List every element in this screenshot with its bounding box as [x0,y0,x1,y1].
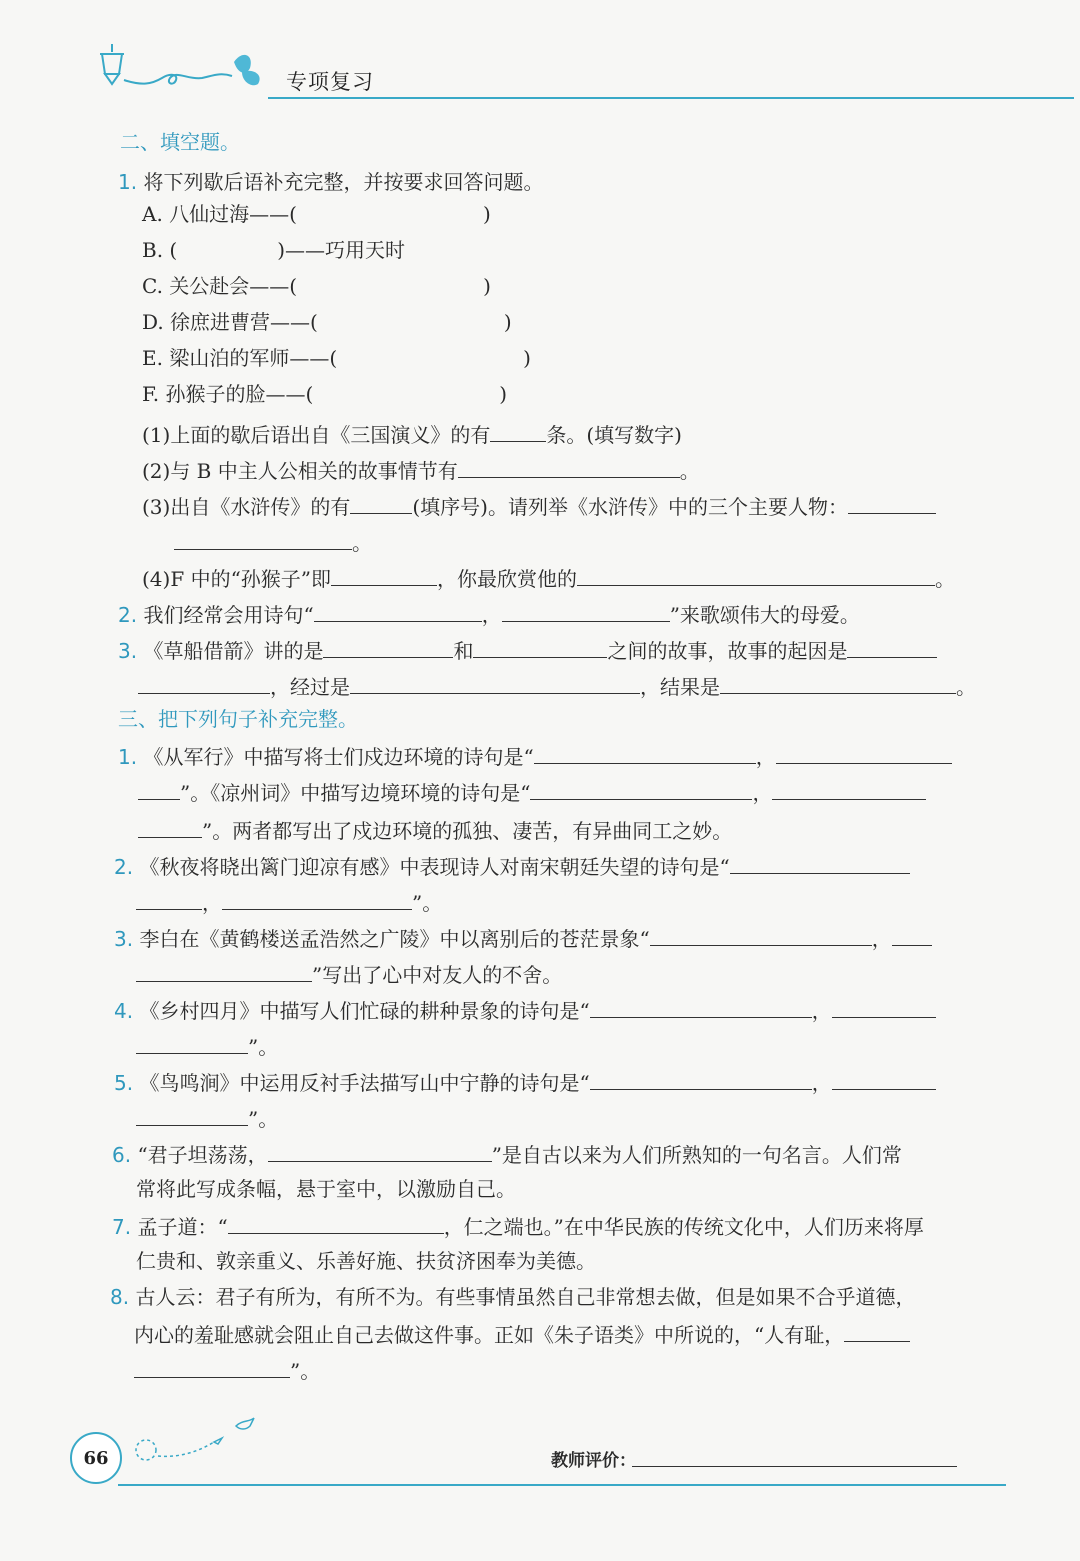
question-2-2 [118,599,860,629]
sub-question-1 [142,419,682,449]
answer-blank[interactable] [350,491,412,514]
option-d [142,308,512,336]
answer-blank[interactable] [490,419,546,442]
answer-blank[interactable] [138,777,180,800]
question-3-2 [114,851,910,881]
question-2-3-cont [138,671,976,701]
question-text: ”。两者都写出了戍边环境的孤独、凄苦，有异曲同工之妙。 [202,819,733,843]
answer-blank[interactable] [832,995,936,1018]
section-2-title: 二、填空题。 [120,130,240,154]
sub-question-text: 。 [679,459,700,483]
question-text: 孟子道：“ [137,1215,228,1239]
answer-blank[interactable] [502,599,670,622]
answer-blank[interactable] [323,635,453,658]
answer-blank[interactable] [136,887,202,910]
question-text: ， [811,1071,832,1095]
option-b-open: B. ( [142,238,178,262]
question-3-7-cont: 仁贵和、敦亲重义、乐善好施、扶贫济困奉为美德。 [136,1249,596,1273]
question-3-4 [114,995,936,1025]
close-paren: ) [499,382,508,406]
sub-question-3-cont [174,527,372,557]
question-text: ， [811,999,832,1023]
answer-blank[interactable] [590,1067,812,1090]
teacher-evaluation-label: 教师评价： [551,1451,636,1471]
question-number: 3. [118,639,138,663]
option-e-text: E. 梁山泊的军师——( [142,346,338,370]
answer-blank[interactable] [138,671,270,694]
page-number-badge: 66 [70,1432,122,1484]
answer-blank[interactable] [134,1355,290,1378]
question-text: ”。 [290,1359,321,1383]
question-3-5 [114,1067,936,1097]
question-3-4-cont [136,1031,278,1061]
question-number: 4. [114,999,134,1023]
question-text: ”。 [248,1035,279,1059]
question-number: 3. [114,927,134,951]
sub-question-text: ，你最欣赏他的 [437,567,578,591]
question-text: 将下列歇后语补充完整，并按要求回答问题。 [143,170,544,194]
answer-blank[interactable] [847,635,937,658]
answer-blank[interactable] [730,851,910,874]
question-text: ”。 [412,891,443,915]
question-3-2-cont [136,887,442,917]
answer-blank[interactable] [650,923,872,946]
question-number: 1. [118,170,138,194]
sub-question-text: 。 [352,531,372,555]
question-text: ，结果是 [640,675,720,699]
sub-question-text: 条。(填写数字) [546,423,682,447]
question-text: 《秋夜将晓出篱门迎凉有感》中表现诗人对南宋朝廷失望的诗句是“ [139,855,730,879]
close-paren: ) [523,346,531,370]
answer-blank[interactable] [174,527,352,550]
answer-blank[interactable] [331,563,437,586]
question-3-1-cont2 [138,815,732,845]
question-text: ”。《凉州词》中描写边境环境的诗句是“ [180,781,531,805]
question-text: 《草船借箭》讲的是 [143,639,324,663]
sub-question-2 [142,455,700,485]
question-text: ，经过是 [270,675,350,699]
answer-blank[interactable] [832,1067,936,1090]
question-text: ”。 [248,1107,279,1131]
option-f-text: F. 孙猴子的脸——( [142,382,314,406]
sub-question-text: (3)出自《水浒传》的有 [142,495,351,519]
question-3-8-cont [134,1319,910,1349]
question-text: ， [481,603,502,627]
sub-question-text: 。 [935,567,956,591]
answer-blank[interactable] [458,455,680,478]
option-d-text: D. 徐庶进曹营——( [142,310,318,334]
question-text: ，仁之端也。”在中华民族的传统文化中，人们历来将厚 [443,1215,924,1239]
section-3-title: 三、把下列句子补充完整。 [118,707,358,731]
sub-question-3 [142,491,936,521]
option-e [142,344,531,372]
question-text: 和 [453,639,474,663]
answer-blank[interactable] [848,491,936,514]
answer-blank[interactable] [590,995,812,1018]
option-f [142,380,507,408]
answer-blank[interactable] [720,671,956,694]
answer-blank[interactable] [350,671,640,694]
option-a-text: A. 八仙过海——( [142,202,297,226]
footer-rule [118,1484,1006,1486]
question-3-8 [110,1283,915,1311]
question-text: ， [871,927,892,951]
option-c-text: C. 关公赴会——( [142,274,298,298]
question-text: ， [755,745,776,769]
question-text: ， [752,781,773,805]
question-3-6 [112,1139,902,1169]
question-3-8-cont2 [134,1355,320,1385]
question-text: 李白在《黄鹤楼送孟浩然之广陵》中以离别后的苍茫景象“ [139,927,650,951]
question-text: 。 [956,675,976,699]
close-paren: ) [503,310,512,334]
sub-question-text: (1)上面的歇后语出自《三国演义》的有 [142,423,491,447]
answer-blank[interactable] [228,1211,444,1234]
option-a [142,200,491,228]
question-number: 6. [112,1143,132,1167]
header-title: 专项复习 [286,70,374,94]
teacher-evaluation-blank[interactable] [632,1466,957,1467]
answer-blank[interactable] [892,923,932,946]
question-number: 5. [114,1071,134,1095]
sub-question-text: (填序号)。请列举《水浒传》中的三个主要人物： [412,495,848,519]
question-3-1 [118,741,952,771]
header-rule [268,97,1074,99]
question-2-1 [118,168,543,196]
question-number: 1. [118,745,138,769]
answer-blank[interactable] [268,1139,492,1162]
answer-blank[interactable] [138,815,202,838]
answer-blank[interactable] [222,887,412,910]
question-number: 2. [118,603,138,627]
question-number: 7. [112,1215,132,1239]
close-paren: ) [482,202,491,226]
answer-blank[interactable] [314,599,482,622]
question-3-5-cont [136,1103,278,1133]
question-text: 之间的故事，故事的起因是 [607,639,848,663]
answer-blank[interactable] [772,777,926,800]
answer-blank[interactable] [136,1103,248,1126]
question-text: ”来歌颂伟大的母爱。 [669,603,860,627]
answer-blank[interactable] [776,741,952,764]
question-text: 古人云：君子有所为，有所不为。有些事情虽然自己非常想去做，但是如果不合乎道德， [135,1285,916,1309]
question-number: 8. [110,1285,130,1309]
close-paren: ) [483,274,491,298]
answer-blank[interactable] [136,1031,248,1054]
answer-blank[interactable] [577,563,935,586]
question-number: 2. [114,855,134,879]
lantern-butterfly-decoration-icon [92,40,272,100]
question-3-1-cont [138,777,926,807]
sub-question-text: (4)F 中的“孙猴子”即 [142,567,332,591]
option-b [142,236,405,264]
sub-question-4 [142,563,955,593]
sub-question-text: (2)与 B 中主人公相关的故事情节有 [142,459,458,483]
answer-blank[interactable] [844,1319,910,1342]
question-text: ， [202,891,222,915]
question-3-3-cont [136,959,562,989]
question-text: 我们经常会用诗句“ [143,603,314,627]
option-b-text: )——巧用天时 [277,238,406,262]
question-3-3 [114,923,932,953]
question-3-7 [112,1211,924,1241]
answer-blank[interactable] [473,635,607,658]
question-text: 内心的羞耻感就会阻止自己去做这件事。正如《朱子语类》中所说的，“人有耻， [134,1323,845,1347]
question-text: ”写出了心中对友人的不舍。 [312,963,563,987]
question-3-6-cont: 常将此写成条幅，悬于室中，以激励自己。 [136,1177,516,1201]
answer-blank[interactable] [136,959,312,982]
question-text: 《从军行》中描写将士们戍边环境的诗句是“ [143,745,534,769]
question-2-3 [118,635,937,665]
bird-trail-decoration-icon [118,1412,268,1468]
option-c [142,272,491,300]
question-text: 《鸟鸣涧》中运用反衬手法描写山中宁静的诗句是“ [139,1071,590,1095]
answer-blank[interactable] [530,777,752,800]
question-text: ”是自古以来为人们所熟知的一句名言。人们常 [491,1143,902,1167]
question-text: “君子坦荡荡， [137,1143,268,1167]
answer-blank[interactable] [534,741,756,764]
question-text: 《乡村四月》中描写人们忙碌的耕种景象的诗句是“ [139,999,590,1023]
